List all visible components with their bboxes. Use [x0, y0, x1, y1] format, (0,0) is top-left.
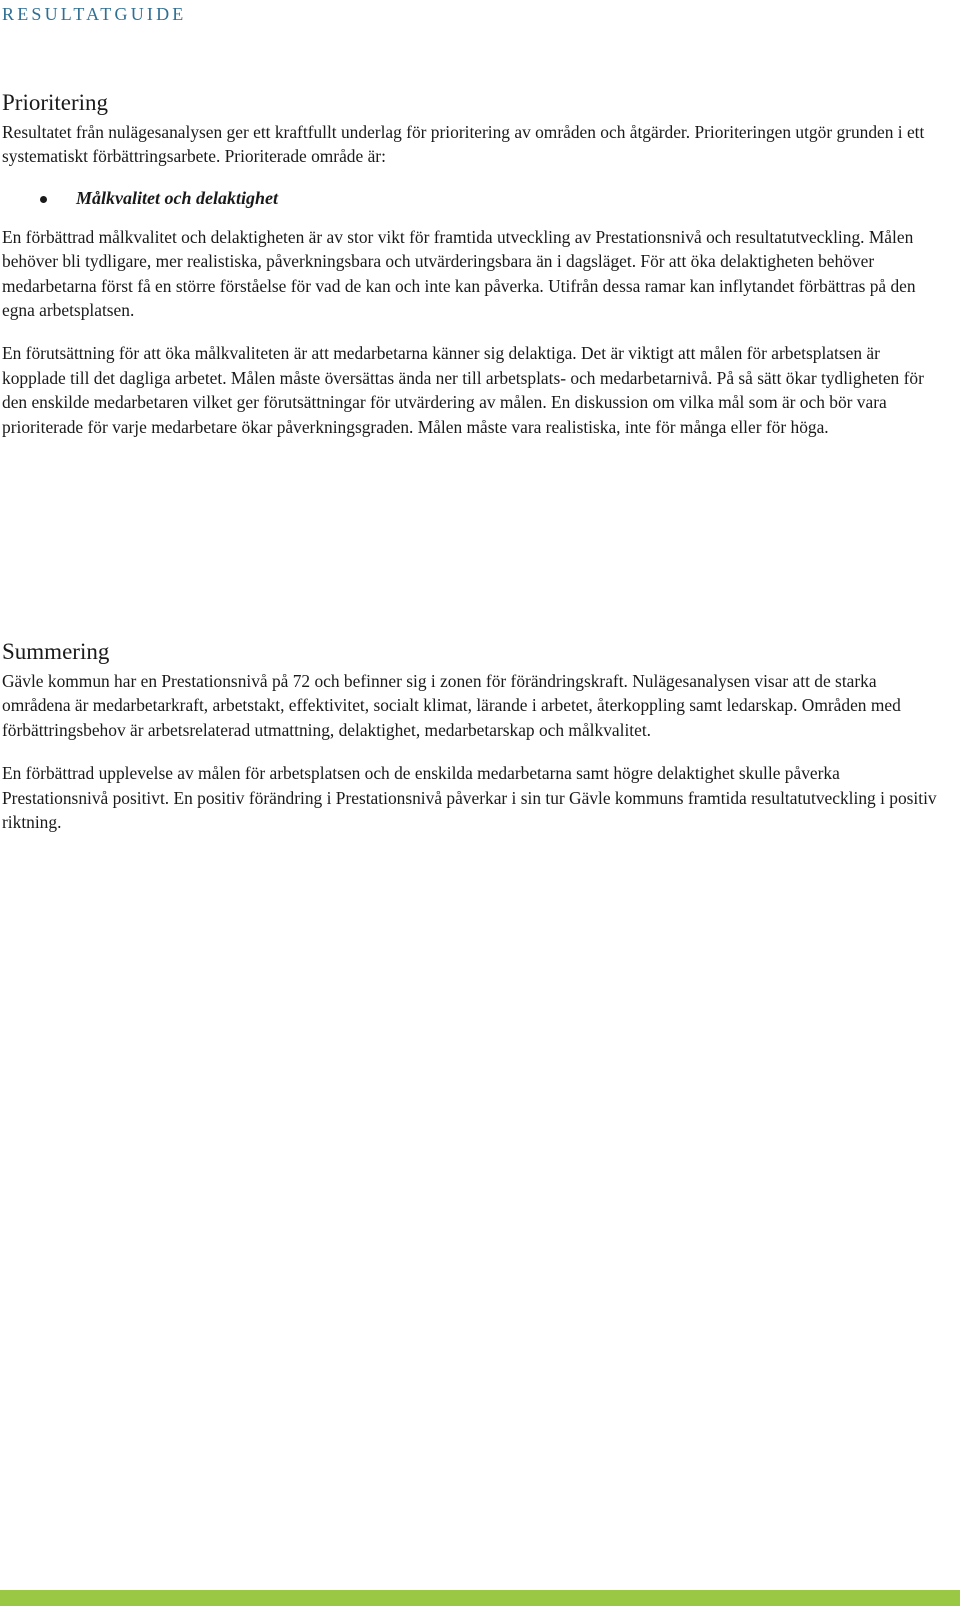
- page-header-label: RESULTATGUIDE: [2, 4, 187, 24]
- prioritering-heading: Prioritering: [2, 90, 109, 115]
- summering-section: [2, 637, 947, 834]
- prioritering-paragraph-2: En förutsättning för att öka målkvaliteten är att medarbetarna känner sig delaktiga. Det är viktigt att målen för arbetsplatsen är kopplade till det dagliga arbetet. Målen måste översättas ända ner till arbetsplats- och medarbetarnivå. På så sätt ökar tydligheten för den enskilde medarbetaren vilket ger förutsättningar för utvärdering av målen. En diskussion om vilka mål som är och bör vara prioriterade för varje medarbetare ökar påverkningsgraden. Målen måste vara realistiska, inte för många eller för höga.: [2, 343, 924, 437]
- footer-accent-bar: [0, 1590, 960, 1606]
- bullet-list-item: [2, 185, 947, 211]
- prioritering-section: [2, 88, 947, 439]
- bullet-text: Målkvalitet och delaktighet: [76, 187, 278, 208]
- bullet-icon: [40, 196, 47, 203]
- summering-heading: Summering: [2, 639, 110, 664]
- prioritering-paragraph-1: En förbättrad målkvalitet och delaktigheten är av stor vikt för framtida utveckling av Prestationsnivå och resultatutveckling. Målen behöver bli tydligare, mer realistiska, påverkningsbara och utvärderingsbara än i dagsläget. För att öka delaktigheten behöver medarbetarna först få en större förståelse för vad de kan och inte kan påverka. Utifrån dessa ramar kan inflytandet förbättras på den egna arbetsplatsen.: [2, 226, 916, 321]
- prioritering-intro: Resultatet från nulägesanalysen ger ett kraftfullt underlag för prioritering av områden och åtgärder. Prioriteringen utgör grunden i ett systematiskt förbättringsarbete. Prioriterade område är:: [2, 122, 925, 167]
- summering-paragraph-1: Gävle kommun har en Prestationsnivå på 72 och befinner sig i zonen för förändringskraft. Nulägesanalysen visar att de starka områdena är medarbetarkraft, arbetstakt, effektivitet, socialt klimat, lärande i arbetet, återkoppling samt ledarskap. Områden med förbättringsbehov är arbetsrelaterad utmattning, delaktighet, medarbetarskap och målkvalitet.: [2, 671, 901, 740]
- summering-paragraph-2: En förbättrad upplevelse av målen för arbetsplatsen och de enskilda medarbetarna samt högre delaktighet skulle påverka Prestationsnivå positivt. En positiv förändring i Prestationsnivå påverkar i sin tur Gävle kommuns framtida resultatutveckling i positiv riktning.: [2, 763, 937, 833]
